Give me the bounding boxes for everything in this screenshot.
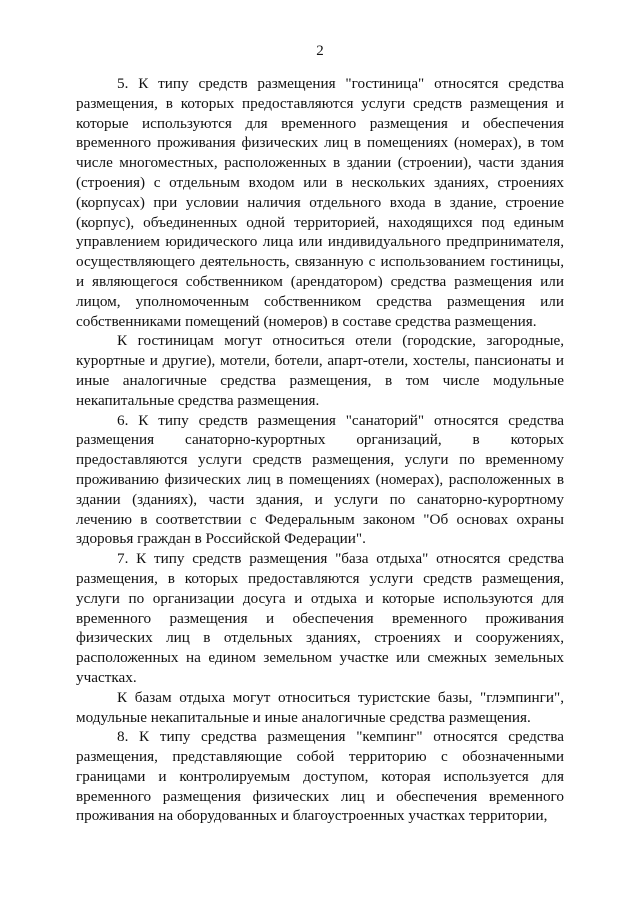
paragraph-item-8-camping: 8. К типу средства размещения "кемпинг" относятся средства размещения, представляющие собой территорию с обозначенными границами и контролируемым доступом, которая используется для временного размещения физических лиц и обеспечения временного проживания на оборудованных и благоустроенных участках территории, bbox=[76, 728, 564, 825]
paragraph-item-7-recreation-base: 7. К типу средств размещения "база отдыха" относятся средства размещения, в которых предоставляются услуги средств размещения, услуги по организации досуга и отдыха и которые используются для временного размещения и обеспечения временного проживания физических лиц в отдельных зданиях, строениях и сооружениях, расположенных на едином земельном участке или смежных земельных участках. bbox=[76, 550, 564, 686]
document-body bbox=[76, 74, 564, 826]
page-number: 2 bbox=[316, 43, 324, 59]
paragraph-item-5-hotel: 5. К типу средств размещения "гостиница" относятся средства размещения, в которых предоставляются услуги средств размещения и которые используются для временного размещения и обеспечения временного проживания физических лиц в помещениях (номерах), в том числе многоместных, расположенных в здании (строении), части здания (строения) с отдельным входом или в нескольких зданиях, строениях (корпусах) при условии наличия отдельного входа в здание, строение (корпус), объединенных одной территорией, находящихся под единым управлением юридического лица или индивидуального предпринимателя, осуществляющего деятельность, связанную с использованием гостиницы, и являющегося собственником (арендатором) средства размещения или лицом, уполномоченным собственником средства размещения или собственниками помещений (номеров) в составе средства размещения. bbox=[76, 75, 564, 330]
paragraph-item-6-sanatorium: 6. К типу средств размещения "санаторий" относятся средства размещения санаторно-курортных организаций, в которых предоставляются услуги средств размещения, услуги по временному проживанию физических лиц в помещениях (номерах), расположенных в здании (зданиях), части здания, и услуги по санаторно-курортному лечению в соответствии с Федеральным законом "Об основах охраны здоровья граждан в Российской Федерации". bbox=[76, 411, 564, 548]
paragraph-recreation-base-kinds: К базам отдыха могут относиться туристские базы, "глэмпинги", модульные некапитальные и иные аналогичные средства размещения. bbox=[76, 688, 564, 726]
paragraph-hotel-kinds: К гостиницам могут относиться отели (городские, загородные, курортные и другие), мотели, ботели, апарт-отели, хостелы, пансионаты и иные аналогичные средства размещения, в том числе модульные некапитальные средства размещения. bbox=[76, 332, 564, 409]
